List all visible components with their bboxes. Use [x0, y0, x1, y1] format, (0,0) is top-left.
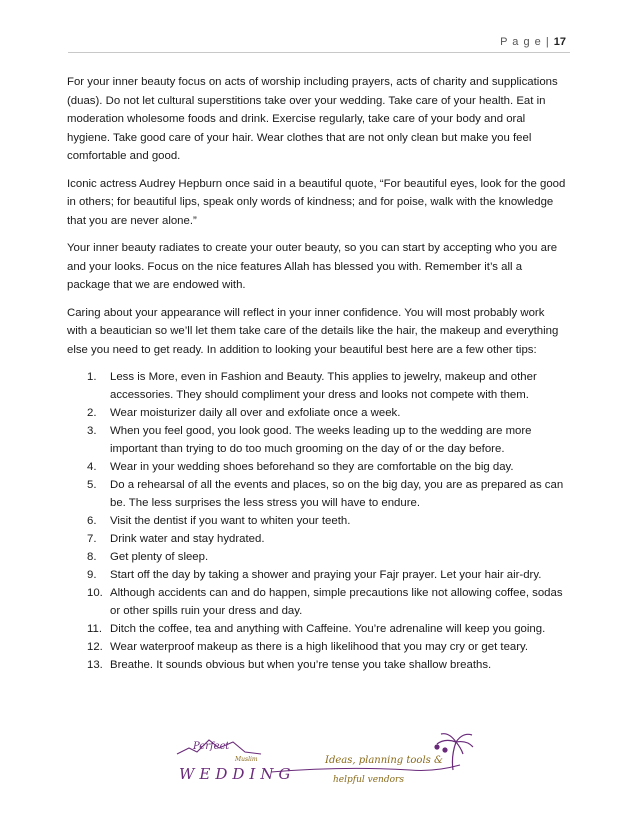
logo-swoosh [271, 765, 460, 772]
list-item-number: 7. [87, 533, 97, 545]
logo-wedding-text: WEDDING [179, 765, 296, 783]
list-item-number: 10. [87, 587, 103, 599]
logo-perfect-text: Perfect [193, 741, 230, 752]
list-item-number: 5. [87, 479, 97, 491]
list-item-number: 3. [87, 425, 97, 437]
list-item [87, 530, 567, 548]
list-item-number: 12. [87, 641, 103, 653]
footer-logo [175, 732, 485, 792]
page-number: 17 [553, 36, 566, 48]
list-item [87, 422, 567, 458]
header-rule [68, 52, 570, 53]
page-separator: | [545, 36, 550, 48]
list-item-text: Do a rehearsal of all the events and places, so on the big day, you are as prepared as can be. The less surprises the less stress you will have to endure. [110, 479, 564, 509]
list-item-number: 4. [87, 461, 97, 473]
list-item-number: 8. [87, 551, 97, 563]
list-item-text: Wear in your wedding shoes beforehand so they are comfortable on the big day. [110, 461, 514, 473]
list-item [87, 566, 567, 584]
tips-list [67, 368, 567, 674]
logo-muslim-text: Muslim [235, 756, 258, 763]
list-item [87, 584, 567, 620]
list-item [87, 638, 567, 656]
page-header [500, 36, 566, 48]
list-item [87, 512, 567, 530]
list-item-number: 2. [87, 407, 97, 419]
logo-tagline-line2: helpful vendors [333, 775, 404, 785]
list-item-text: Breathe. It sounds obvious but when you’re tense you take shallow breaths. [110, 659, 492, 671]
list-item [87, 656, 567, 674]
page-label: P a g e [500, 36, 542, 48]
list-item-number: 1. [87, 371, 97, 383]
list-item [87, 476, 567, 512]
list-item [87, 548, 567, 566]
perfect-muslim-wedding-logo [175, 732, 485, 792]
list-item-text: Less is More, even in Fashion and Beauty. This applies to jewelry, makeup and other accessories. They should compliment your dress and looks not compete with them. [110, 371, 537, 401]
list-item-text: Visit the dentist if you want to whiten your teeth. [110, 515, 351, 527]
list-item-text: Start off the day by taking a shower and praying your Fajr prayer. Let your hair air-dry. [110, 569, 542, 581]
list-item [87, 368, 567, 404]
list-item-text: Although accidents can and do happen, simple precautions like not allowing coffee, sodas or other spills ruin your dress and day. [110, 587, 563, 617]
list-item-number: 11. [87, 623, 102, 635]
list-item-text: Ditch the coffee, tea and anything with Caffeine. You’re adrenaline will keep you going. [110, 623, 546, 635]
paragraph-inner-beauty: For your inner beauty focus on acts of worship including prayers, acts of charity and supplications (duas). Do not let cultural superstitions take over your wedding. Take care of your health. Eat in moderation wholesome foods and drink. Exercise regularly, take care of your body and oral hygiene. Take good care of your hair. Wear clothes that are not only clean but make you feel comfortable and good. [67, 76, 558, 162]
list-item-number: 13. [87, 659, 103, 671]
list-item-text: Wear waterproof makeup as there is a high likelihood that you may cry or get teary. [110, 641, 529, 653]
list-item-number: 9. [87, 569, 97, 581]
list-item [87, 404, 567, 422]
page-content [67, 73, 567, 674]
list-item-number: 6. [87, 515, 97, 527]
list-item-text: Get plenty of sleep. [110, 551, 209, 563]
paragraph-caring-appearance: Caring about your appearance will reflect in your inner confidence. You will most probably work with a beautician so we’ll let them take care of the details like the hair, the makeup and everything else you need to get ready. In addition to looking your beautiful best here are a few other tips: [67, 306, 559, 356]
paragraph-inner-beauty-radiates: Your inner beauty radiates to create your outer beauty, so you can start by accepting who you are and your looks. Focus on the nice features Allah has blessed you with. Remember it’s all a package that we are endowed with. [67, 242, 558, 291]
list-item-text: Wear moisturizer daily all over and exfoliate once a week. [110, 407, 401, 419]
list-item [87, 620, 567, 638]
list-item-text: Drink water and stay hydrated. [110, 533, 265, 545]
paragraph-audrey-hepburn-quote: Iconic actress Audrey Hepburn once said in a beautiful quote, “For beautiful eyes, look for the good in others; for beautiful lips, speak only words of kindness; and for poise, walk with the knowledge that you are never alone.” [67, 177, 566, 227]
list-item [87, 458, 567, 476]
logo-tagline-line1: Ideas, planning tools & [325, 755, 443, 766]
list-item-text: When you feel good, you look good. The weeks leading up to the wedding are more important than trying to do too much grooming on the day of or the day before. [110, 425, 532, 455]
